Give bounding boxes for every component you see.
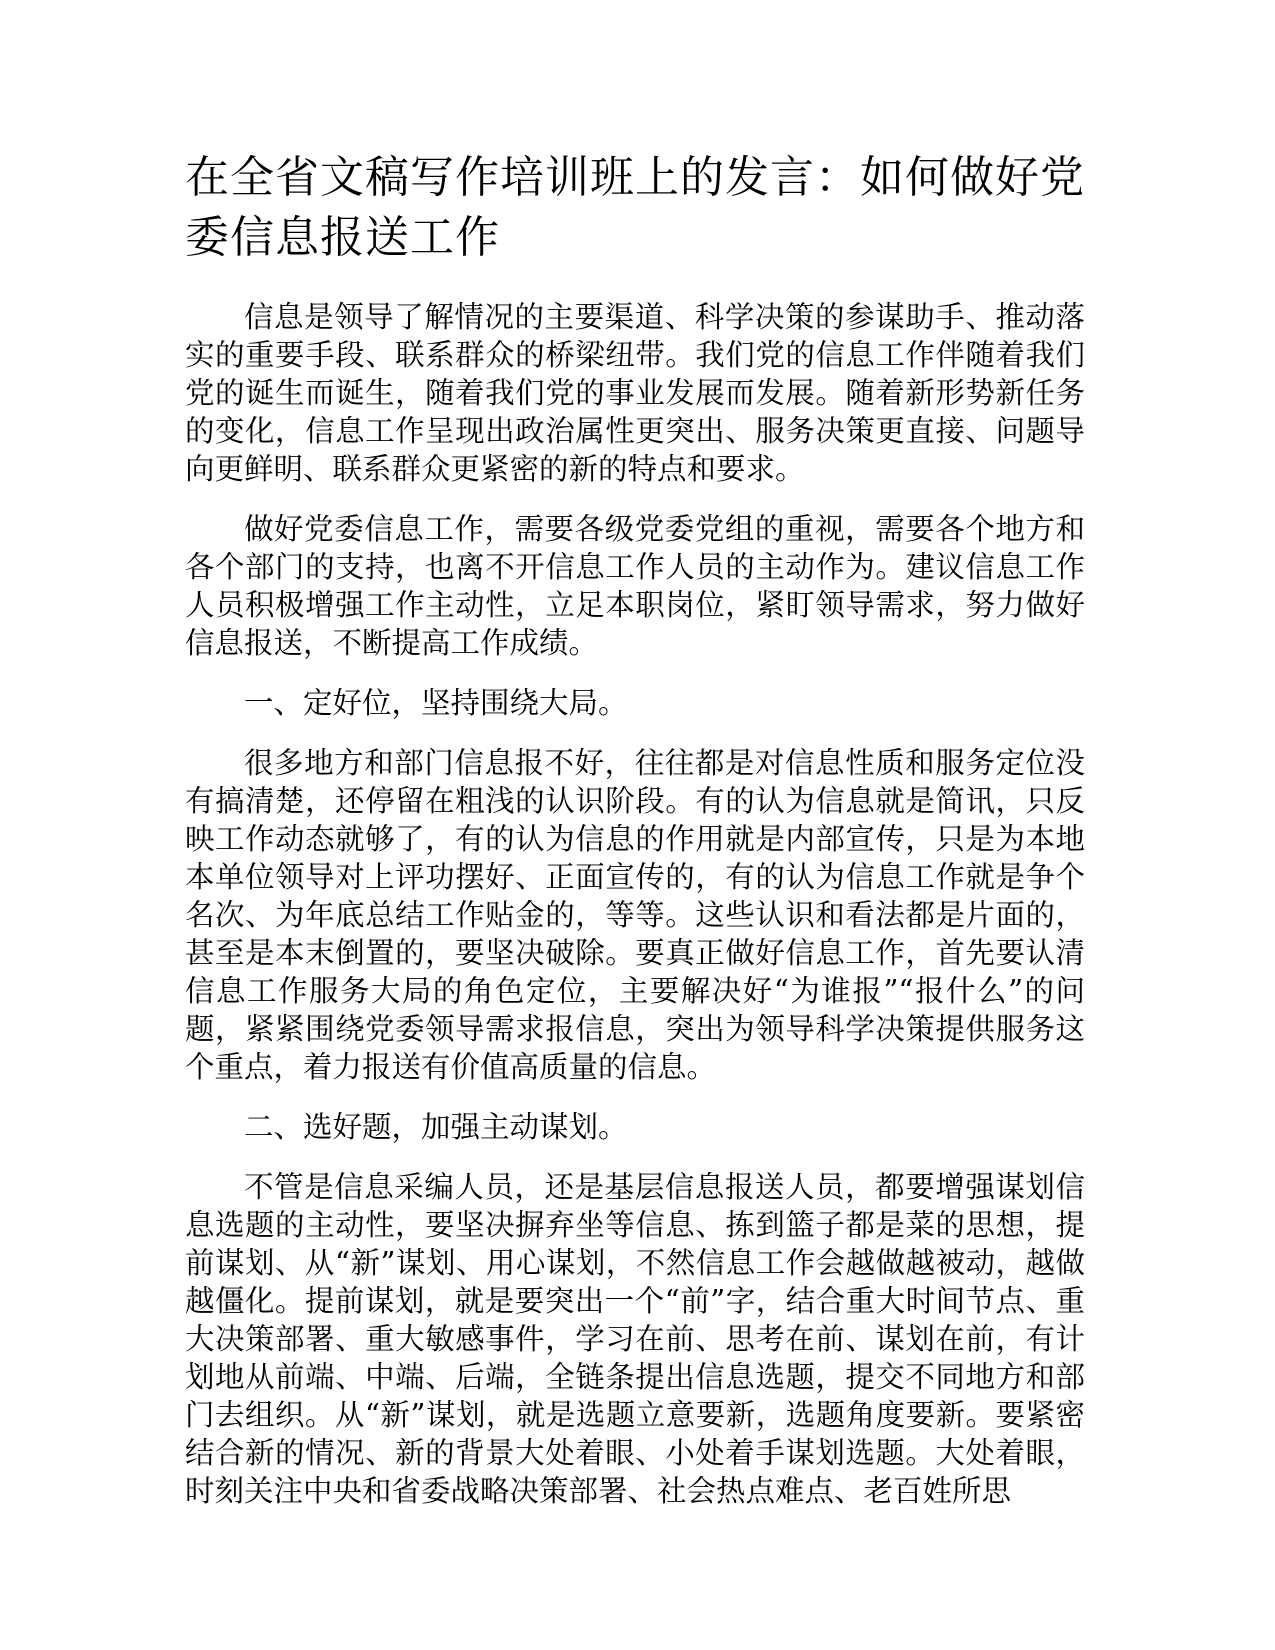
paragraph-planning: 不管是信息采编人员，还是基层信息报送人员，都要增强谋划信息选题的主动性，要坚决摒弃坐等信息、拣到篮子都是菜的思想，提前谋划、从“新”谋划、用心谋划，不然信息工作会越做越被动，越做越僵化。提前谋划，就是要突出一个“前”字，结合重大时间节点、重大决策部署、重大敏感事件，学习在前、思考在前、谋划在前，有计划地从前端、中端、后端，全链条提出信息选题，提交不同地方和部门去组织。从“新”谋划，就是选题立意要新，选题角度要新。要紧密结合新的情况、新的背景大处着眼、小处着手谋划选题。大处着眼，时刻关注中央和省委战略决策部署、社会热点难点、老百姓所思 [185, 1170, 1085, 1508]
document-body [185, 298, 1085, 1510]
paragraph-intro: 信息是领导了解情况的主要渠道、科学决策的参谋助手、推动落实的重要手段、联系群众的桥梁纽带。我们党的信息工作伴随着我们党的诞生而诞生，随着我们党的事业发展而发展。随着新形势新任务的变化，信息工作呈现出政治属性更突出、服务决策更直接、问题导向更鲜明、联系群众更紧密的新的特点和要求。 [185, 300, 1085, 486]
section-heading-1: 一、定好位，坚持围绕大局。 [244, 686, 628, 720]
document-title: 在全省文稿写作培训班上的发言：如何做好党委信息报送工作 [185, 152, 1085, 263]
section-heading-2: 二、选好题，加强主动谋划。 [244, 1110, 628, 1144]
paragraph-positioning: 很多地方和部门信息报不好，往往都是对信息性质和服务定位没有搞清楚，还停留在粗浅的认识阶段。有的认为信息就是简讯，只反映工作动态就够了，有的认为信息的作用就是内部宣传，只是为本地本单位领导对上评功摆好、正面宣传的，有的认为信息工作就是争个名次、为年底总结工作贴金的，等等。这些认识和看法都是片面的，甚至是本末倒置的，要坚决破除。要真正做好信息工作，首先要认清信息工作服务大局的角色定位，主要解决好“为谁报”“报什么”的问题，紧紧围绕党委领导需求报信息，突出为领导科学决策提供服务这个重点，着力报送有价值高质量的信息。 [185, 746, 1085, 1084]
document-page [185, 148, 1085, 1510]
paragraph-proposal: 做好党委信息工作，需要各级党委党组的重视，需要各个地方和各个部门的支持，也离不开信息工作人员的主动作为。建议信息工作人员积极增强工作主动性，立足本职岗位，紧盯领导需求，努力做好信息报送，不断提高工作成绩。 [185, 512, 1085, 660]
